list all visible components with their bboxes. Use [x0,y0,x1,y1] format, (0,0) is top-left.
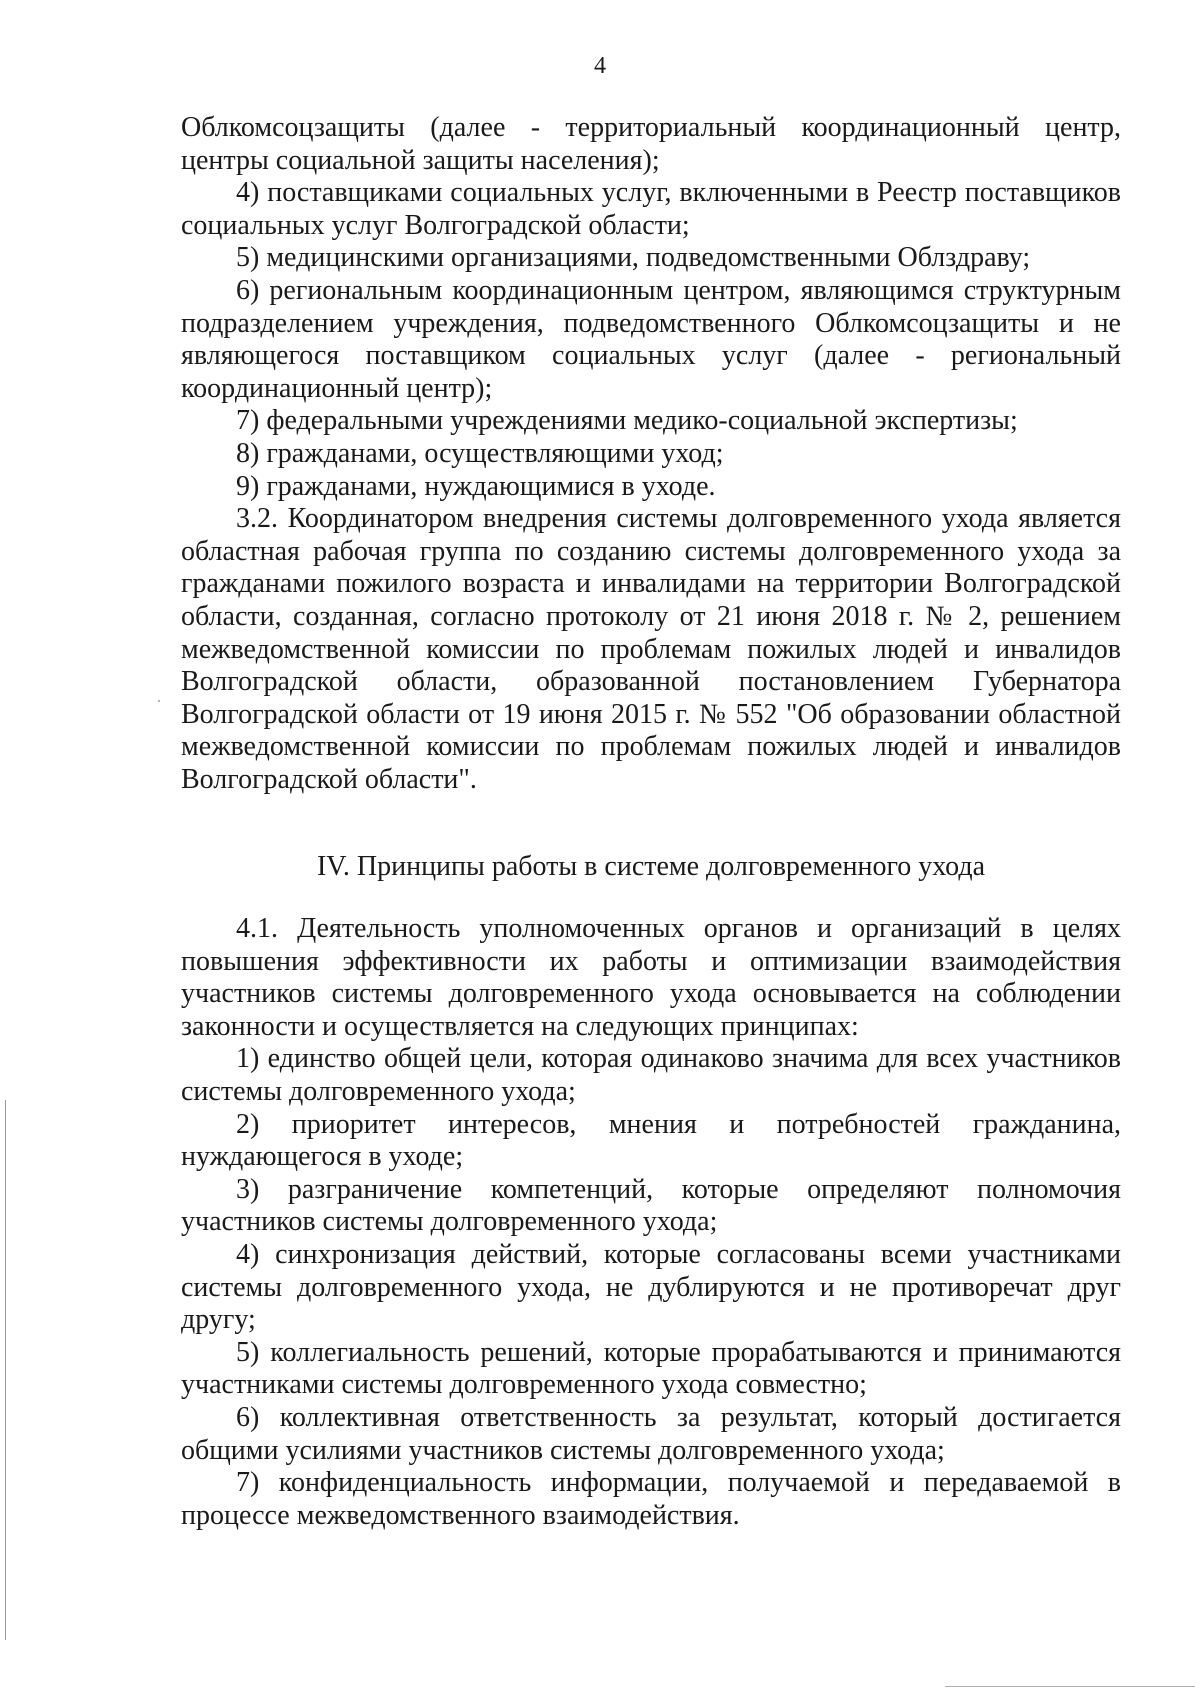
list-item-4: 4) поставщиками социальных услуг, включенными в Реестр поставщиков социальных услуг Волгоградской области; [181,177,1121,241]
scan-margin-mark [158,700,160,702]
principle-item-5: 5) коллегиальность решений, которые прорабатываются и принимаются участниками системы долговременного ухода совместно; [181,1336,1121,1401]
list-item-8: 8) гражданами, осуществляющими уход; [236,437,724,469]
paragraph-continuation: Облкомсоцзащиты (далее - территориальный координационный центр, центры социальной защиты населения); [181,112,1121,176]
principle-item-3: 3) разграничение компетенций, которые определяют полномочия участников системы долговременного ухода; [181,1173,1121,1238]
principle-item-6: 6) коллективная ответственность за результат, который достигается общими усилиями участников системы долговременного ухода; [181,1401,1121,1466]
body-text-top [181,112,1121,796]
page-number: 4 [594,53,606,79]
principle-item-2: 2) приоритет интересов, мнения и потребностей гражданина, нуждающегося в уходе; [181,1108,1121,1173]
list-item-5: 5) медицинскими организациями, подведомственными Облздраву; [236,242,1031,274]
scan-margin-line [5,1100,6,1640]
footer-rule [945,1686,1195,1687]
paragraph-4-1: 4.1. Деятельность уполномоченных органов и организаций в целях повышения эффективности их работы и оптимизации взаимодействия участников системы долговременного ухода основывается на соблюдении законности и осуществляется на следующих принципах: [181,913,1121,1042]
list-item-7: 7) федеральными учреждениями медико-социальной экспертизы; [236,405,1018,437]
section-heading: IV. Принципы работы в системе долговременного ухода [316,851,986,882]
principle-item-4: 4) синхронизация действий, которые согласованы всеми участниками системы долговременного ухода, не дублируются и не противоречат друг другу; [181,1238,1121,1336]
paragraph-3-2: 3.2. Координатором внедрения системы долговременного ухода является областная рабочая группа по созданию системы долговременного ухода за гражданами пожилого возраста и инвалидами на территории Волгоградской области, созданная, согласно протоколу от 21 июня 2018 г. № 2, решением межведомственной комиссии по проблемам пожилых людей и инвалидов Волгоградской области, образованной постановлением Губернатора Волгоградской области от 19 июня 2015 г. № 552 "Об образовании областной межведомственной комиссии по проблемам пожилых людей и инвалидов Волгоградской области". [181,503,1121,795]
principle-item-7: 7) конфиденциальность информации, получаемой и передаваемой в процессе межведомственного взаимодействия. [181,1467,1121,1531]
list-item-9: 9) гражданами, нуждающимися в уходе. [236,470,716,502]
body-text-bottom [181,913,1121,1532]
list-item-6: 6) региональным координационным центром, являющимся структурным подразделением учреждения, подведомственного Облкомсоцзащиты и не являющегося поставщиком социальных услуг (далее - региональный координационный центр); [181,274,1121,404]
principle-item-1: 1) единство общей цели, которая одинаково значима для всех участников системы долговременного ухода; [181,1043,1121,1107]
